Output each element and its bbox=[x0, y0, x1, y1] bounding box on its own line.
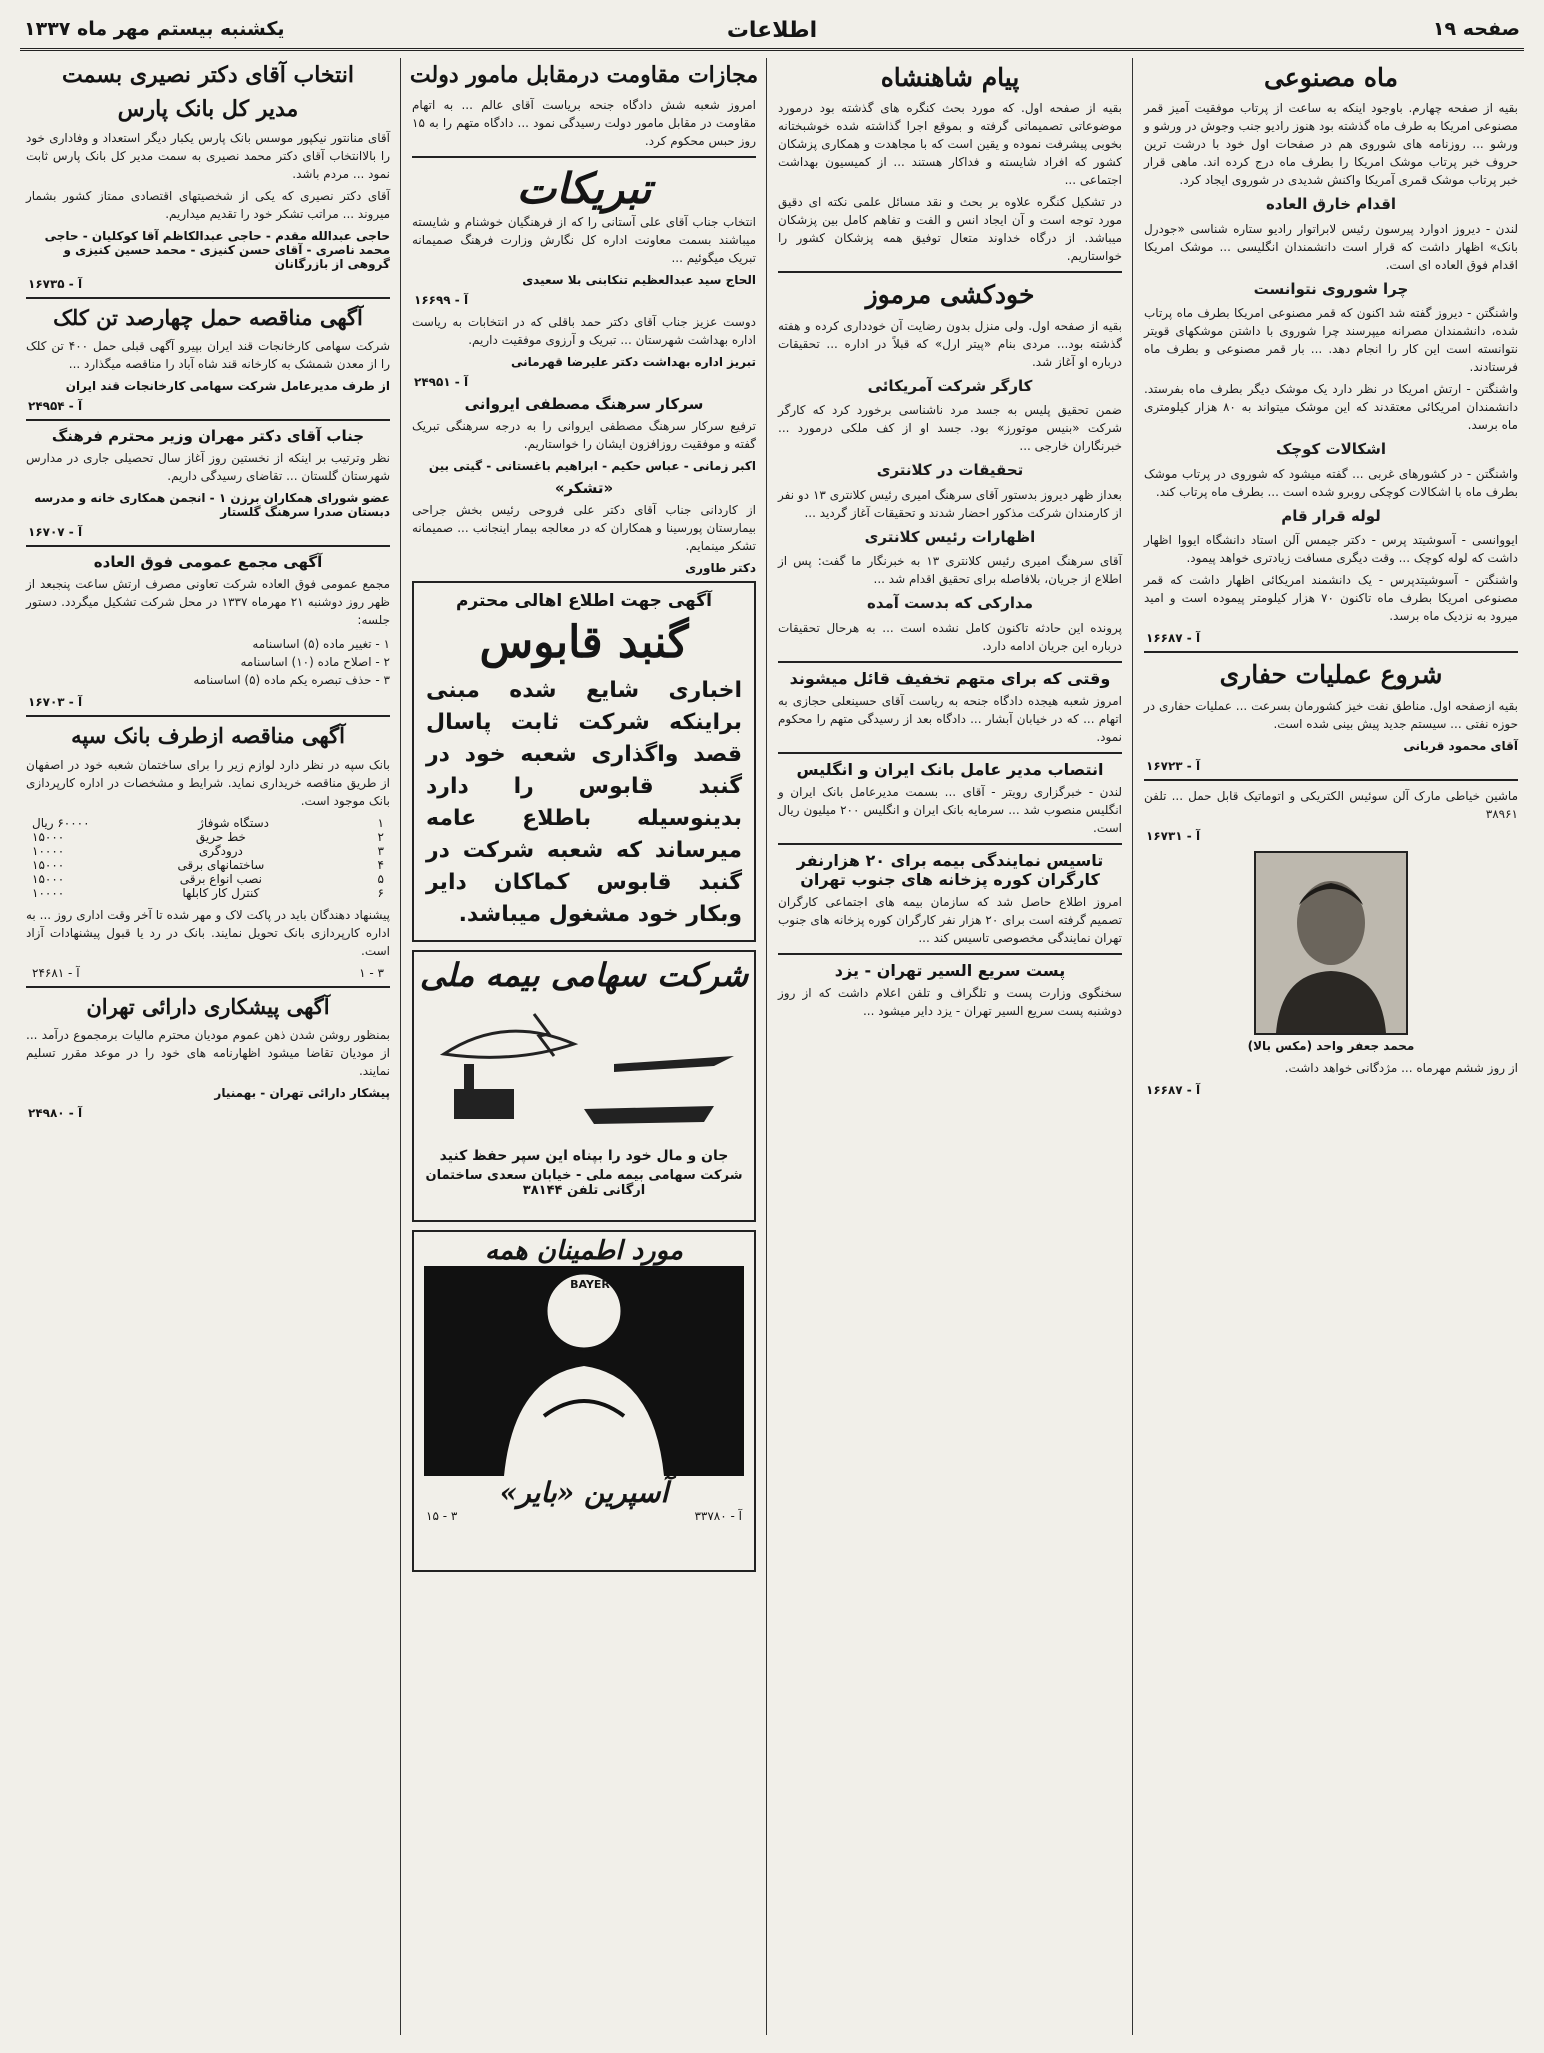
tender-table bbox=[20, 816, 396, 900]
subheading: چرا شوروی نتوانست bbox=[1253, 279, 1409, 298]
agenda-item: ۳ - حذف تبصره یکم ماده (۵) اساسنامه bbox=[193, 673, 390, 688]
article-body bbox=[778, 99, 1122, 265]
insurance-ad bbox=[412, 950, 756, 1222]
headline-bank-appointment: انتصاب مدیر عامل بانک ایران و انگلیس bbox=[796, 759, 1104, 779]
headline-court: وقتی که برای متهم تخفیف قائل میشوند bbox=[789, 668, 1111, 688]
headline-letter: جناب آقای دکتر مهران وزیر محترم فرهنگ bbox=[51, 427, 365, 446]
issue-date: یکشنبه بیستم مهر ماه ۱۳۳۷ bbox=[24, 18, 285, 40]
divider bbox=[412, 156, 756, 158]
row-price: ۱۰۰۰۰ bbox=[32, 843, 65, 858]
article-body: مجمع عمومی فوق العاده شرکت تعاونی مصرف ارتش ساعت پنجبعد از ظهر روز دوشنبه ۲۱ مهرماه ۱۳۳۷ در محل شرکت تشکیل میگردد. دستور جلسه: bbox=[26, 577, 390, 628]
column-artificial-moon bbox=[1138, 58, 1524, 2035]
headline-drilling: شروع عملیات حفاری bbox=[1219, 660, 1443, 690]
divider bbox=[26, 297, 390, 299]
portrait-photo bbox=[1254, 851, 1408, 1035]
masthead bbox=[20, 14, 1524, 51]
divider bbox=[778, 843, 1122, 845]
bayer-illustration bbox=[424, 1266, 744, 1476]
classified-ad: ماشین خیاطی مارک آلن سوئیس الکتریکی و اتوماتیک قابل حمل ... تلفن ۳۸۹۶۱ bbox=[1144, 788, 1518, 821]
gonbad-qabus-ad bbox=[412, 581, 756, 943]
signature: پیشکار دارائی تهران - بهمنیار bbox=[214, 1085, 390, 1100]
article-body bbox=[778, 317, 1122, 655]
article-body: نظر وترتیب بر اینکه از نخستین روز آغاز سال تحصیلی جاری در مدارس شهرستان گلستان ... تقاضای رسیدگی داریم. bbox=[26, 451, 390, 484]
article-body: دوست عزیز جناب آقای دکتر حمد باقلی که در انتخابات به ریاست اداره بهداشت شهرستان ... تبریک و آرزوی موفقیت داریم. bbox=[412, 314, 756, 347]
subheading: اشکالات کوچک bbox=[1275, 440, 1386, 459]
article-body bbox=[26, 129, 390, 223]
insurance-tagline: جان و مال خود را بپناه این سپر حفظ کنید bbox=[439, 1148, 729, 1165]
portrait-image bbox=[1256, 853, 1406, 1033]
article-body: از روز ششم مهرماه ... مژدگانی خواهد داشت. bbox=[1284, 1060, 1518, 1075]
agenda-item: ۱ - تغییر ماده (۵) اساسنامه bbox=[252, 637, 390, 652]
headline-mysterious-suicide: خودکشی مرموز bbox=[865, 280, 1035, 310]
page-number: صفحه ۱۹ bbox=[1432, 18, 1520, 40]
ad-reference: آ - ۱۶۷۰۳ bbox=[28, 695, 83, 710]
headline-shah-message: پیام شاهنشاه bbox=[880, 63, 1020, 92]
headline-insurance: تاسیس نمایندگی بیمه برای ۲۰ هزارنفر کارگران کوره پزخانه های جنوب تهران bbox=[796, 850, 1104, 889]
divider bbox=[26, 715, 390, 717]
ad-reference: آ - ۱۶۷۳۵ bbox=[28, 277, 83, 291]
bayer-product: آسپرین «بایر» bbox=[499, 1476, 669, 1510]
article-body: سخنگوی وزارت پست و تلگراف و تلفن اعلام داشت که از روز دوشنبه پست سریع السیر تهران - یزد دایر میشود ... bbox=[778, 985, 1122, 1018]
headline-bank-sepah-tender: آگهی مناقصه ازطرف بانک سپه bbox=[71, 723, 345, 749]
table-row bbox=[32, 844, 384, 858]
row-item: درودگری bbox=[198, 843, 243, 858]
insurance-illustration bbox=[414, 994, 754, 1144]
ad-brand: گنبد قابوس bbox=[479, 616, 689, 668]
signers: حاجی عبدالله مقدم - حاجی عبدالکاظم آقا کوکلیان - حاجی محمد ناصری - آقای حسن کنیزی - محمد حسین کنیزی و گروهی از بازرگانان bbox=[44, 229, 390, 271]
divider bbox=[26, 545, 390, 547]
table-row bbox=[32, 816, 384, 830]
paragraph: واشنگتن - در کشورهای غربی ... گفته میشود که شوروی در پرتاب موشک بطرف ماه با اشکالات کوچکی روبرو شده است ... بطرف ماه پرتاب کند. bbox=[1144, 466, 1518, 499]
ad-reference: ۳ - ۱ bbox=[359, 965, 384, 980]
ad-reference: آ - ۲۴۹۸۰ bbox=[28, 1105, 83, 1120]
paragraph: بقیه از صفحه اول. که مورد بحث کنگره های گذشته بود درمورد موضوعاتی تصمیماتی گرفته و بموقع اجرا گذاشته شده خوشبختانه بخوبی پیشرفت نموده و یقین است که با مجاهدت و همکاری پزشکان کشور که افراد شایسته و فداکار هستند ... از کمیسیون بهداشت اجتماعی ... bbox=[778, 101, 1122, 188]
row-number: ۴ bbox=[377, 857, 384, 872]
ad-reference-row bbox=[426, 1509, 742, 1523]
article-body: از کاردانی جناب آقای دکتر علی فروحی رئیس بخش جراحی بیمارستان پورسینا و همکاران که در معالجه بیمار اینجانب ... صمیمانه تشکر مینمایم. bbox=[412, 502, 756, 553]
subheading: مدارکی که بدست آمده bbox=[867, 594, 1033, 612]
headline-appointment: انتخاب آقای دکتر نصیری بسمت bbox=[62, 62, 354, 88]
ad-reference: آ - ۱۶۷۰۷ bbox=[28, 525, 83, 540]
article-body: امروز اطلاع حاصل شد که سازمان بیمه های اجتماعی کارگران تصمیم گرفته است برای ۲۰ هزار نفر کارگران کوره پزخانه های جنوب تهران نمایندگی مخصوصی تاسیس کند ... bbox=[778, 894, 1122, 945]
headline-punishment: مجازات مقاومت درمقابل مامور دولت bbox=[409, 62, 759, 88]
signature: عضو شورای همکاران برزن ۱ - انجمن همکاری خانه و مدرسه دبستان صدرا سرهنگ گلستار bbox=[34, 491, 390, 520]
column-punishment bbox=[406, 58, 762, 2035]
subheading: کارگر شرکت آمریکائی bbox=[867, 376, 1033, 395]
table-row bbox=[32, 886, 384, 900]
column-shah-message bbox=[772, 58, 1128, 2035]
subheading: تحقیقات در کلانتری bbox=[876, 461, 1024, 479]
signature: از طرف مدیرعامل شرکت سهامی کارخانجات قند ایران bbox=[65, 379, 390, 394]
paragraph: در تشکیل کنگره علاوه بر بحث و نقد مسائل علمی نکته ای دقیق مورد توجه است و آن ایجاد انس و الفت و تفاهم کامل بین پزشکان میباشد. از درگاه خداوند متعال توفیق همه پزشکان کشور را خواستاریم. bbox=[778, 195, 1122, 264]
agenda-item: ۲ - اصلاح ماده (۱۰) اساسنامه bbox=[240, 655, 390, 670]
row-item: نصب انواع برقی bbox=[179, 871, 263, 886]
article-body: امروز شعبه شش دادگاه جنحه بریاست آقای عالم ... به اتهام مقاومت در مقابل مامور دولت رسیدگی نمود ... دادگاه متهم را به ۱۵ روز حبس محکوم کرد. bbox=[412, 97, 756, 148]
article-body: بقیه ازصفحه اول. مناطق نفت خیز کشورمان بسرعت ... عملیات حفاری در حوزه نفتی ... سیستم جدید پیش بینی شده است. bbox=[1144, 698, 1518, 731]
column-rule bbox=[1132, 58, 1133, 2035]
ad-reference: آ - ۱۶۷۲۳ bbox=[1146, 758, 1201, 773]
bayer-slogan: مورد اطمینان همه bbox=[485, 1236, 683, 1267]
column-appointment bbox=[20, 58, 396, 2035]
article-body: امروز شعبه هیجده دادگاه جنحه به ریاست آقای حسینعلی حجازی به اتهام ... که در خیابان آبشار ... دادگاه بعد از رسیدگی متهم را محکوم نمود. bbox=[778, 693, 1122, 744]
subheading: سرکار سرهنگ مصطفی ایروانی bbox=[464, 394, 704, 413]
divider bbox=[778, 661, 1122, 663]
paragraph: واشنگتن - ارتش امریکا در نظر دارد یک موشک دیگر بطرف ماه بفرستد. دانشمندان امریکائی معتقدند که این موشک میتواند به ۸۰ هزار کیلومتری ماه برسد. bbox=[1144, 382, 1518, 433]
signature: اکبر زمانی - عباس حکیم - ابراهیم باغستانی - گیتی بین bbox=[428, 458, 756, 473]
paragraph: لندن - دیروز ادوارد پیرسون رئیس لابراتوار رادیو ستاره شناسی «جودرل بانک» اظهار داشت که قرار است دانشمندان انگلیسی ... موشک امریکا اقدام فوق العاده ای است. bbox=[1144, 221, 1518, 272]
table-row bbox=[32, 872, 384, 886]
paragraph: واشنگتن - آسوشیتدپرس - یک دانشمند امریکائی اظهار داشت که قمر مصنوعی امریکا بطرف ماه تاکنون ۷۰ هزار کیلومتر پیموده است و امید میرود به نزدیک ماه برسد. bbox=[1144, 573, 1518, 624]
article-body: شرکت سهامی کارخانجات قند ایران بپیرو آگهی قبلی حمل ۴۰۰ تن کلک را از معدن شمشک به کارخانه قند شاه آباد را مناقصه میگذارد ... bbox=[26, 339, 391, 372]
divider bbox=[778, 953, 1122, 955]
row-price: ۶۰۰۰۰ ریال bbox=[32, 815, 90, 830]
column-rule bbox=[400, 58, 401, 2035]
row-price: ۱۵۰۰۰ bbox=[32, 857, 65, 872]
row-number: ۶ bbox=[377, 885, 384, 900]
article-body: انتخاب جناب آقای علی آستانی را که از فرهنگیان خوشنام و شایسته میباشند بسمت معاونت اداره کل نگارش وزارت فرهنگ صمیمانه تبریک میگوئیم ... bbox=[412, 214, 756, 265]
signature: تبریز اداره بهداشت دکتر علیرضا قهرمانی bbox=[511, 354, 756, 369]
bayer-aspirin-ad bbox=[412, 1230, 756, 1572]
column-rule bbox=[766, 58, 767, 2035]
signature: الحاج سید عبدالعظیم تنکابنی بلا سعیدی bbox=[522, 272, 756, 287]
row-number: ۲ bbox=[377, 829, 384, 844]
paragraph: آقای دکتر نصیری که یکی از شخصیتهای اقتصادی ممتاز کشور بشمار میروند ... مراتب تشکر خود را تقدیم میداریم. bbox=[26, 189, 390, 221]
row-number: ۵ bbox=[377, 871, 384, 886]
table-row bbox=[32, 858, 384, 872]
paragraph: ضمن تحقیق پلیس به جسد مرد ناشناسی برخورد کرد که کارگر شرکت «بنیس موتورز» بود. جسد او از کف ملکی درمورد ... خبرنگاران خارجی ... bbox=[778, 403, 1122, 453]
divider bbox=[26, 986, 390, 988]
ad-heading: آگهی جهت اطلاع اهالی محترم bbox=[456, 590, 712, 611]
row-price: ۱۵۰۰۰ bbox=[32, 829, 65, 844]
ad-reference: آ - ۲۴۹۵۴ bbox=[28, 399, 83, 414]
insurance-brand: شرکت سهامی بیمه ملی bbox=[419, 956, 749, 995]
row-price: ۱۰۰۰۰ bbox=[32, 885, 65, 900]
paper-name: اطلاعات bbox=[726, 18, 818, 43]
headline-tender-sugar: آگهی مناقصه حمل چهارصد تن کلک bbox=[53, 305, 363, 330]
ad-reference: ۳ - ۱۵ bbox=[426, 1509, 458, 1524]
article-body: پیشنهاد دهندگان باید در پاکت لاک و مهر شده تا آخر وقت اداری روز ... به اداره کارپردازی بانک تحویل نمایند. بانک در رد یا قبول پیشنهادات آزاد است. bbox=[26, 907, 390, 958]
paragraph: بقیه از صفحه چهارم. باوجود اینکه به ساعت از پرتاب موفقیت آمیز قمر مصنوعی امریکا به طرف ماه گذشته بود هنوز رادیو جنب وجوش در ورشو و ورشو ... روزنامه های شوروی هم در صفحات اول خود با درشت ترین حروف خبر پرتاب موشک امریکا را بطرف ماه درج کرده اند. ماهی قرار خبر پرتاب موشک قمری آمریکا واکنش شدیدی در شوروی ایجاد کرد. bbox=[1144, 101, 1518, 188]
table-row bbox=[32, 830, 384, 844]
row-item: ساختمانهای برقی bbox=[177, 857, 265, 872]
ad-reference: آ - ۱۶۶۹۹ bbox=[414, 292, 469, 307]
row-number: ۱ bbox=[377, 815, 384, 830]
article-body: ترفیع سرکار سرهنگ مصطفی ایروانی را به درجه سرهنگی تبریک گفته و موفقیت روزافزون ایشان را خواستاریم. bbox=[412, 418, 756, 451]
agenda-list bbox=[26, 635, 390, 689]
article-body bbox=[1144, 99, 1518, 625]
ad-reference: آ - ۱۶۶۸۷ bbox=[1146, 1082, 1201, 1097]
signature: آقای محمود قربانی bbox=[1403, 738, 1518, 753]
subheading: اظهارات رئیس کلانتری bbox=[864, 527, 1036, 546]
photo-caption: محمد جعفر واحد (مکس بالا) bbox=[1247, 1038, 1415, 1053]
ad-reference: آ - ۲۴۶۸۱ bbox=[32, 965, 80, 980]
signature: دکتر طاوری bbox=[685, 560, 756, 575]
subheading: «تشکر» bbox=[554, 478, 614, 497]
row-item: کنترل کار کابلها bbox=[182, 885, 260, 900]
paragraph: واشنگتن - دیروز گفته شد اکنون که قمر مصنوعی امریکا بطرف ماه پرتاب شده، دانشمندان مصرانه میپرسند چرا شوروی با داشتن موشکهای قویتر نتوانسته است این کار را انجام دهد. ... بار قمر مصنوعی و بطرف ماه فرستادند. bbox=[1144, 306, 1518, 375]
paragraph: آقای منانتور نیکپور موسس بانک پارس یکبار دیگر استعداد و وفاداری خود را بالاانتخاب آقای دکتر محمد نصیری به سمت مدیر کل بانک پارس ثابت نمود ... مردم باشد. bbox=[26, 131, 390, 181]
ad-reference: آ - ۱۶۶۸۷ bbox=[1146, 631, 1201, 646]
article-body: بانک سپه در نظر دارد لوازم زیر را برای ساختمان شعبه خود در اصفهان از طریق مناقصه خریداری نماید. شرایط و مشخصات در اداره کارپردازی بانک موجود است. bbox=[26, 757, 390, 808]
headline-express-post: پست سریع السیر تهران - یزد bbox=[834, 960, 1066, 980]
article-body: بمنظور روشن شدن ذهن عموم مودیان محترم مالیات برمجموع درآمد ... از مودیان تقاضا میشود اظهارنامه های خود را در موعد مقرر تسلیم نمایند. bbox=[26, 1027, 390, 1078]
paragraph: پرونده این حادثه تاکنون کامل نشده است ... به هرحال تحقیقات درباره این جریان ادامه دارد. bbox=[778, 620, 1122, 653]
paragraph: بعداز ظهر دیروز بدستور آقای سرهنگ امیری رئیس کلانتری ۱۳ دو نفر از کارمندان شرکت مذکور احضار شدند و تحقیقات آغاز گردید ... bbox=[778, 487, 1122, 520]
insurance-address: شرکت سهامی بیمه ملی - خیابان سعدی ساختمان ارگانی تلفن ۳۸۱۴۴ bbox=[425, 1168, 743, 1199]
headline-tax-office: آگهی پیشکاری دارائی تهران bbox=[86, 993, 330, 1019]
divider bbox=[778, 752, 1122, 754]
subheading: اقدام خارق العاده bbox=[1265, 195, 1397, 214]
headline-congratulations: تبریکات bbox=[516, 163, 652, 213]
ad-reference: آ - ۱۶۷۳۱ bbox=[1146, 828, 1201, 843]
ad-text: اخباری شایع شده مبنی براینکه شرکت ثابت پاسال قصد واگذاری شعبه خود در گنبد قابوس را دارد بدینوسیله باطلاع عامه میرساند که شعبه شرکت در گنبد قابوس کماکان دایر وبکار خود مشغول میباشد. bbox=[426, 678, 742, 927]
divider bbox=[1144, 779, 1518, 781]
row-item: خط حریق bbox=[195, 829, 246, 844]
headline-appointment-2: مدیر کل بانک پارس bbox=[117, 95, 299, 122]
bayer-logo: BAYER bbox=[570, 1278, 610, 1292]
subheading: لوله قرار قام bbox=[1281, 506, 1381, 525]
subheading: آگهی مجمع عمومی فوق العاده bbox=[93, 553, 323, 572]
ad-reference: آ - ۲۴۹۵۱ bbox=[414, 374, 469, 389]
paragraph: ایووانسی - آسوشیتد پرس - دکتر جیمس آلن استاد دانشگاه ایووا اظهار داشت که لوله کوچک ... وقت دیگری مسافت زیادتری خواهد پیمود. bbox=[1144, 533, 1518, 566]
row-item: دستگاه شوفاژ bbox=[198, 815, 269, 830]
headline-artificial-moon: ماه مصنوعی bbox=[1263, 63, 1399, 92]
divider bbox=[778, 271, 1122, 273]
divider bbox=[26, 419, 390, 421]
paragraph: آقای سرهنگ امیری رئیس کلانتری ۱۳ به خبرنگار ما گفت: پس از اطلاع از جریان، بلافاصله برای تحقیق اقدام شد ... bbox=[778, 554, 1123, 586]
ad-reference: آ - ۳۳۷۸۰ bbox=[694, 1509, 742, 1524]
divider bbox=[1144, 651, 1518, 653]
article-body: لندن - خبرگزاری رویتر - آقای ... بسمت مدیرعامل بانک ایران و انگلیس منصوب شد ... سرمایه بانک ایران و انگلیس ۲۰۰ میلیون ریال است. bbox=[778, 784, 1122, 835]
row-number: ۳ bbox=[377, 843, 384, 858]
paragraph: بقیه از صفحه اول. ولی منزل بدون رضایت آن خودداری کرده و هفته گذشته بود... مردی بنام «پیتر ارل» که قبلاً در اداره ... تحقیقات درباره او آغاز شد. bbox=[778, 318, 1122, 369]
ad-reference-row bbox=[32, 966, 384, 980]
row-price: ۱۵۰۰۰ bbox=[32, 871, 65, 886]
